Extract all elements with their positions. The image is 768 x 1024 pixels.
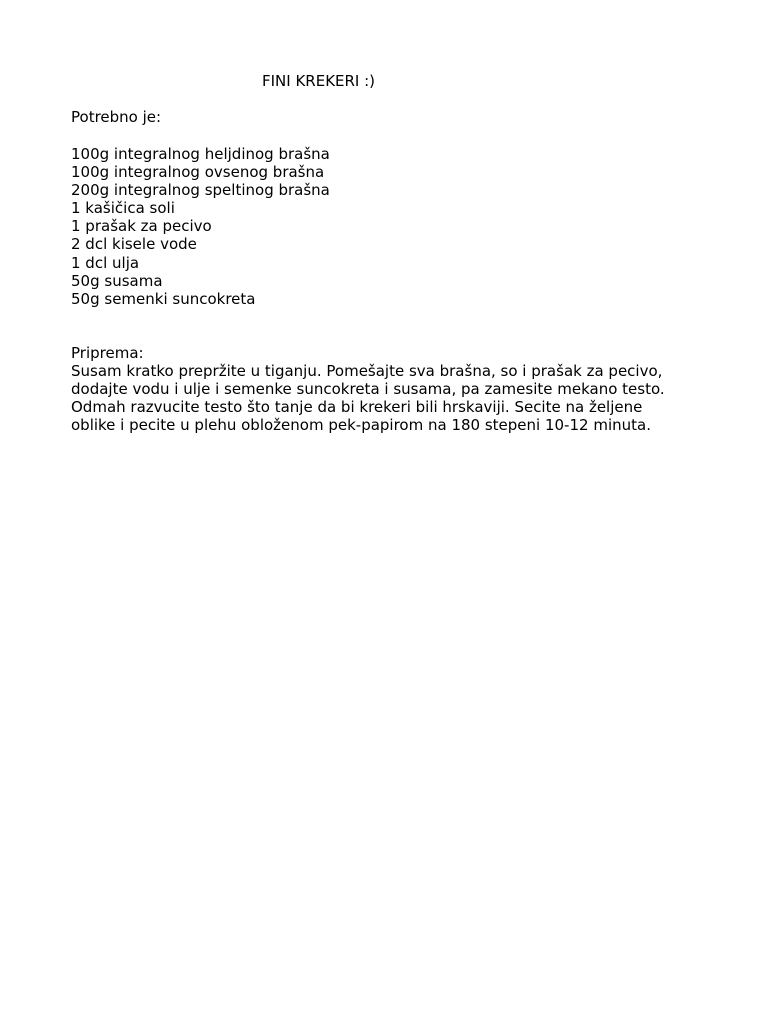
ingredients-heading: Potrebno je:: [71, 108, 162, 126]
preparation-line: Odmah razvucite testo što tanje da bi krekeri bili hrskaviji. Secite na željene: [71, 398, 643, 417]
ingredient-item: 50g semenki suncokreta: [71, 289, 256, 308]
ingredient-item: 2 dcl kisele vode: [71, 235, 197, 254]
ingredient-item: 1 kašičica soli: [71, 199, 175, 218]
recipe-title: FINI KREKERI :): [262, 72, 376, 90]
preparation-line: Susam kratko prepržite u tiganju. Pomešajte sva brašna, so i prašak za pecivo,: [71, 362, 663, 380]
ingredient-item: 1 dcl ulja: [71, 253, 140, 272]
ingredient-item: 200g integralnog speltinog brašna: [71, 181, 330, 200]
ingredient-item: 100g integralnog heljdinog brašna: [71, 145, 330, 163]
preparation-line: oblike i pecite u plehu obloženom pek-papirom na 180 stepeni 10-12 minuta.: [71, 416, 651, 435]
preparation-heading: Priprema:: [71, 344, 144, 362]
ingredient-item: 100g integralnog ovsenog brašna: [71, 163, 325, 182]
ingredients-list: [71, 145, 330, 308]
ingredient-item: 50g susama: [71, 271, 163, 290]
preparation-paragraph: [71, 362, 691, 434]
preparation-line: dodajte vodu i ulje i semenke suncokreta i susama, pa zamesite mekano testo.: [71, 380, 665, 399]
ingredient-item: 1 prašak za pecivo: [71, 217, 212, 236]
